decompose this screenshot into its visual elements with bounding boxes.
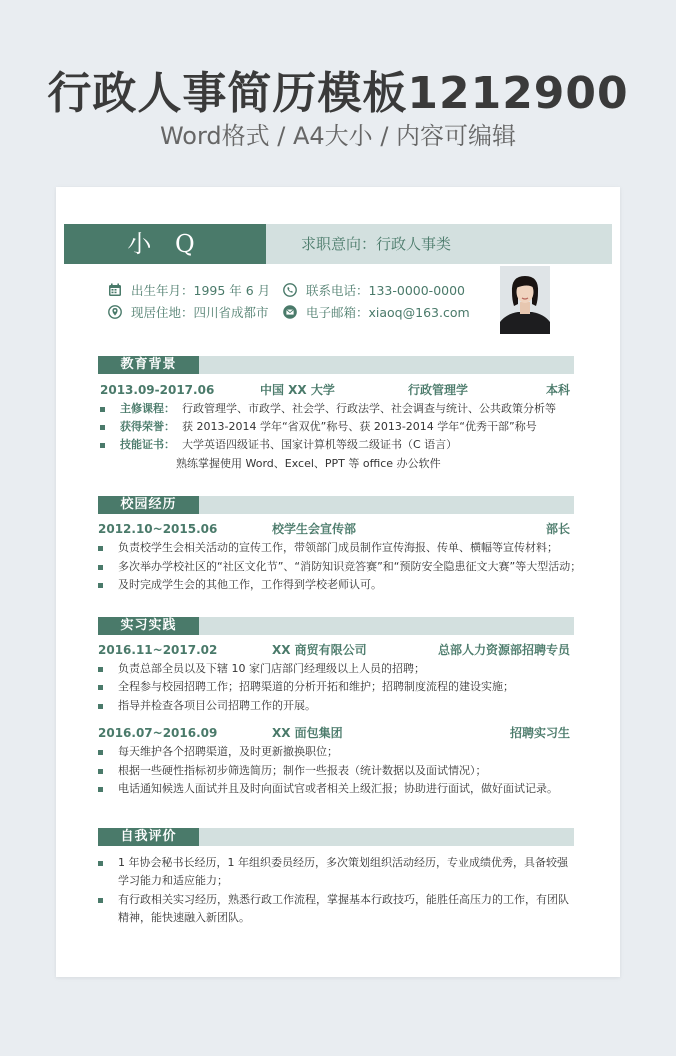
calendar-icon: [108, 283, 122, 297]
entry-org: XX 商贸有限公司: [272, 643, 367, 657]
campus-entry: [98, 520, 574, 538]
section-title: 自我评价: [98, 828, 199, 846]
page-subtitle: Word格式 / A4大小 / 内容可编辑: [159, 122, 517, 150]
entry-date: 2016.07~2016.09: [98, 726, 218, 740]
education-entry: [98, 381, 574, 399]
page-title: 行政人事简历模板1212900: [47, 68, 629, 119]
entry-org: XX 面包集团: [272, 726, 343, 740]
list-item: 有行政相关实习经历，熟悉行政工作流程，掌握基本行政技巧，能胜任高压力的工作，有团队精神，能快速融入新团队。: [118, 891, 570, 927]
entry-date: 2016.11~2017.02: [98, 643, 218, 657]
section-campus: [98, 496, 574, 514]
location-icon: [108, 305, 122, 319]
list-item: 电话通知候选人面试并且及时向面试官或者相关上级汇报；协助进行面试，做好面试记录。: [118, 780, 558, 798]
section-education: [98, 356, 574, 374]
address-info: 现居住地：四川省成都市: [108, 304, 269, 322]
phone-icon: [283, 283, 297, 297]
phone-info: 联系电话：133-0000-0000: [283, 282, 465, 300]
entry-date: 2013.09-2017.06: [100, 383, 215, 397]
entry-role: 部长: [545, 522, 570, 536]
entry-role: 招聘实习生: [509, 726, 570, 740]
entry-major: 行政管理学: [408, 383, 469, 397]
mail-icon: [283, 305, 297, 319]
job-intent: 求职意向：行政人事类: [301, 235, 452, 253]
list-item-continued: 熟练掌握使用 Word、Excel、PPT 等 office 办公软件: [176, 457, 441, 470]
list-item: 每天维护各个招聘渠道，及时更新撤换职位；: [118, 743, 338, 761]
internship-entry-2: [98, 724, 574, 742]
section-self-evaluation: [98, 828, 574, 846]
internship-entry-1: [98, 641, 574, 659]
list-item: 及时完成学生会的其他工作，工作得到学校老师认可。: [118, 576, 382, 594]
entry-role: 总部人力资源部招聘专员: [437, 643, 570, 657]
resume-page: [56, 187, 620, 977]
entry-org: 中国 XX 大学: [260, 383, 335, 397]
birth-info: 出生年月：1995 年 6 月: [108, 282, 270, 300]
list-item: 1 年协会秘书长经历，1 年组织委员经历，多次策划组织活动经历，专业成绩优秀，具备较强学习能力和适应能力；: [118, 854, 570, 890]
entry-date: 2012.10~2015.06: [98, 522, 218, 536]
list-item: 主修课程： 行政管理学、市政学、社会学、行政法学、社会调查与统计、公共政策分析等: [120, 400, 556, 418]
name-bar: [64, 224, 612, 264]
candidate-name: 小 Q: [64, 224, 266, 264]
section-title: 实习实践: [98, 617, 199, 635]
section-title: 教育背景: [98, 356, 199, 374]
list-item: 技能证书： 大学英语四级证书、国家计算机等级二级证书（C 语言）: [120, 436, 457, 454]
entry-org: 校学生会宣传部: [272, 522, 357, 536]
person-photo-icon: [500, 266, 550, 334]
list-item: 负责校学生会相关活动的宣传工作，带领部门成员制作宣传海报、传单、横幅等宣传材料；: [118, 539, 558, 557]
list-item: 获得荣誉： 获 2013-2014 学年“省双优”称号、获 2013-2014 学年“优秀干部”称号: [120, 418, 537, 436]
list-item: 指导并检查各项目公司招聘工作的开展。: [118, 697, 316, 715]
entry-degree: 本科: [545, 383, 570, 397]
list-item: 负责总部全员以及下辖 10 家门店部门经理级以上人员的招聘；: [118, 660, 425, 678]
list-item: 多次举办学校社区的“社区文化节”、“消防知识竞答赛”和“预防安全隐患征文大赛”等大型活动；: [118, 558, 581, 576]
email-info: 电子邮箱：xiaoq@163.com: [283, 304, 470, 322]
section-internship: [98, 617, 574, 635]
list-item: 全程参与校园招聘工作；招聘渠道的分析开拓和维护；招聘制度流程的建设实施；: [118, 678, 514, 696]
list-item: 根据一些硬性指标初步筛选简历；制作一些报表（统计数据以及面试情况）；: [118, 762, 487, 780]
section-title: 校园经历: [98, 496, 199, 514]
profile-photo: [500, 266, 550, 334]
